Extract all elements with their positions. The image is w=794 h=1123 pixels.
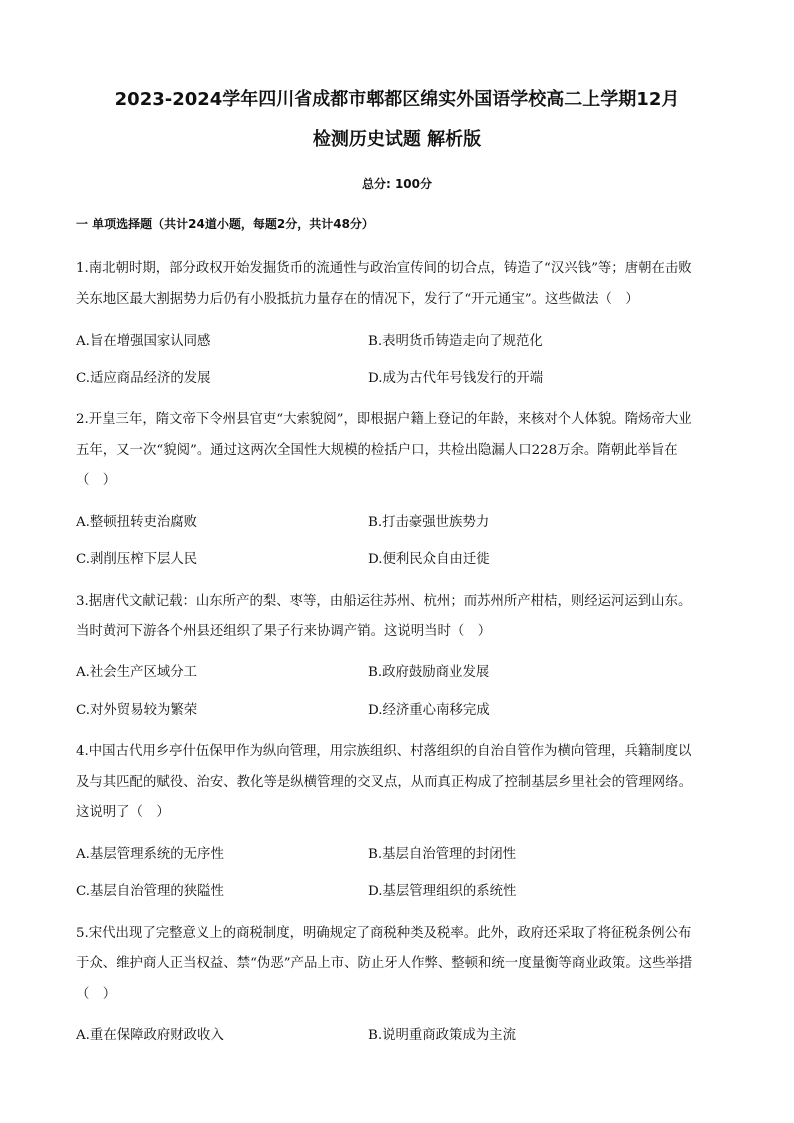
question-5-option-b: B.说明重商政策成为主流 bbox=[368, 1028, 517, 1043]
question-2-line-1: 2.开皇三年，隋文帝下令州县官吏“大索貌阅”，即根据户籍上登记的年龄，来核对个人体貌。隋炀帝大业 bbox=[76, 412, 692, 427]
question-2-line-3: （ ） bbox=[76, 473, 117, 488]
question-4-line-1: 4.中国古代用乡亭什伍保甲作为纵向管理，用宗族组织、村落组织的自治自管作为横向管理，兵籍制度以 bbox=[76, 744, 692, 759]
question-4-option-b: B.基层自治管理的封闭性 bbox=[368, 847, 517, 862]
question-1-option-c: C.适应商品经济的发展 bbox=[76, 371, 211, 386]
question-4-line-2: 及与其匹配的赋役、治安、教化等是纵横管理的交叉点，从而真正构成了控制基层乡里社会的管理网络。 bbox=[76, 775, 692, 790]
question-1-option-a: A.旨在增强国家认同感 bbox=[76, 334, 211, 349]
question-5-line-2: 于众、维护商人正当权益、禁“伪恶”产品上市、防止牙人作弊、整顿和统一度量衡等商业政策。这些举措 bbox=[76, 956, 693, 971]
question-3-option-d: D.经济重心南移完成 bbox=[368, 703, 490, 718]
section-heading: 一 单项选择题（共计24道小题，每题2分，共计48分） bbox=[76, 217, 374, 231]
total-score: 总分: 100分 bbox=[361, 177, 433, 191]
question-4-option-a: A.基层管理系统的无序性 bbox=[76, 847, 224, 862]
question-1-line-1: 1.南北朝时期，部分政权开始发掘货币的流通性与政治宣传间的切合点，铸造了“汉兴钱”等；唐朝在击败 bbox=[76, 261, 692, 276]
question-2-option-c: C.剥削压榨下层人民 bbox=[76, 552, 198, 567]
exam-title-line-2: 检测历史试题 解析版 bbox=[312, 129, 482, 150]
question-4-option-c: C.基层自治管理的狭隘性 bbox=[76, 884, 224, 899]
question-2-option-a: A.整顿扭转吏治腐败 bbox=[76, 515, 198, 530]
question-2-line-2: 五年，又一次“貌阅”。通过这两次全国性大规模的检括户口，共检出隐漏人口228万余。隋朝此举旨在 bbox=[76, 443, 678, 458]
question-4-option-d: D.基层管理组织的系统性 bbox=[368, 884, 517, 899]
question-5-option-a: A.重在保障政府财政收入 bbox=[76, 1028, 224, 1043]
question-2-option-d: D.便利民众自由迁徙 bbox=[368, 552, 490, 567]
question-4-line-3: 这说明了（ ） bbox=[76, 805, 170, 820]
question-3-line-1: 3.据唐代文献记载：山东所产的梨、枣等，由船运往苏州、杭州；而苏州所产柑桔，则经运河运到山东。 bbox=[76, 594, 692, 609]
question-1-option-b: B.表明货币铸造走向了规范化 bbox=[368, 334, 543, 349]
question-3-option-a: A.社会生产区域分工 bbox=[76, 665, 198, 680]
question-3-line-2: 当时黄河下游各个州县还组织了果子行来协调产销。这说明当时（ ） bbox=[76, 624, 492, 639]
question-1-option-d: D.成为古代年号钱发行的开端 bbox=[368, 371, 544, 386]
question-3-option-b: B.政府鼓励商业发展 bbox=[368, 665, 490, 680]
exam-title-line-1: 2023-2024学年四川省成都市郫都区绵实外国语学校高二上学期12月 bbox=[114, 89, 680, 110]
question-3-option-c: C.对外贸易较为繁荣 bbox=[76, 703, 198, 718]
question-5-line-3: （ ） bbox=[76, 987, 117, 1002]
question-2-option-b: B.打击豪强世族势力 bbox=[368, 515, 490, 530]
question-5-line-1: 5.宋代出现了完整意义上的商税制度，明确规定了商税种类及税率。此外，政府还采取了将征税条例公布 bbox=[76, 926, 692, 941]
question-1-line-2: 关东地区最大割据势力后仍有小股抵抗力量存在的情况下，发行了“开元通宝”。这些做法（ ） bbox=[76, 292, 639, 307]
